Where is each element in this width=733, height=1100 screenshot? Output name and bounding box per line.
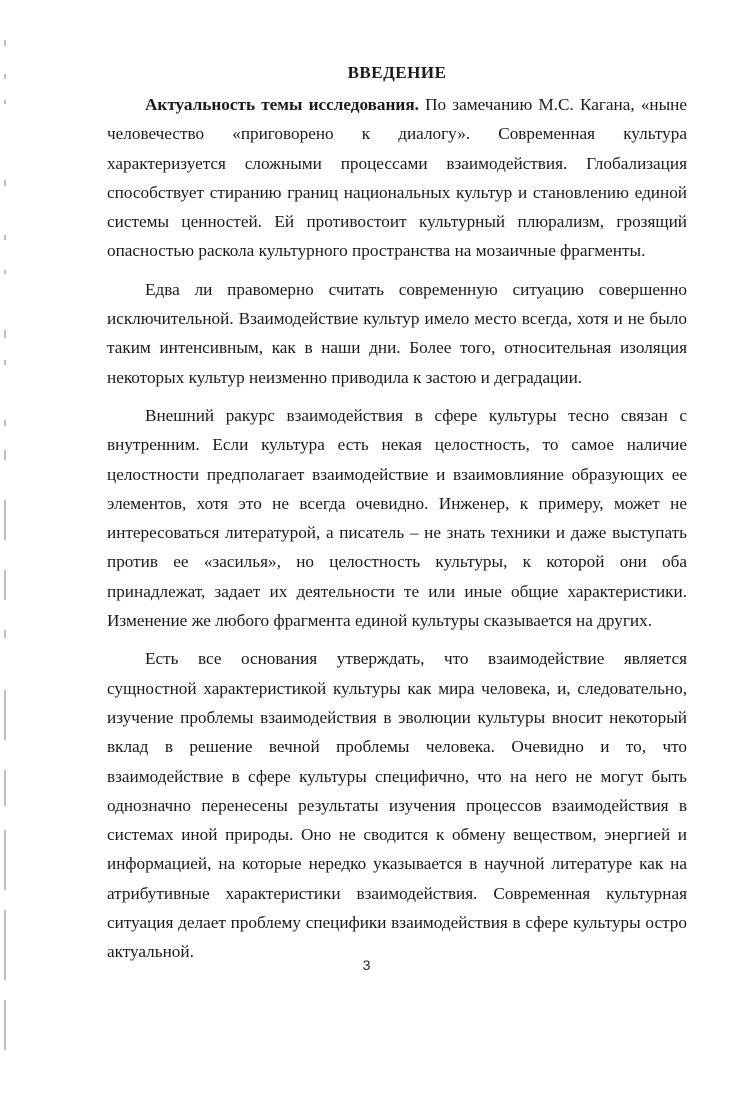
paragraph-2 [107, 275, 687, 392]
paragraph-text: Есть все основания утверждать, что взаимодействие является сущностной характеристикой культуры как мира человека, и, следовательно, изучение проблемы взаимодействия в эволюции культуры вносит некоторый вклад в решение вечной проблемы человека. Очевидно и то, что взаимодействие в сфере культуры специфично, что на него не могут быть однозначно перенесены результаты изучения процессов взаимодействия в системах иной природы. Оно не сводится к обмену веществом, энергией и информацией, на которые нередко указывается в научной литературе как на атрибутивные характеристики взаимодействия. Современная культурная ситуация делает проблему специфики взаимодействия в сфере культуры остро актуальной. [107, 649, 687, 962]
section-heading: ВВЕДЕНИЕ [347, 63, 447, 82]
paragraph-text: По замечанию М.С. Кагана, «ныне человечество «приговорено к диалогу». Современная культура характеризуется сложными процессами взаимодействия. Глобализация способствует стиранию границ национальных культур и становлению единой системы ценностей. Ей противостоит культурный плюрализм, грозящий опасностью раскола культурного пространства на мозаичные фрагменты. [107, 95, 688, 261]
page-number: 3 [362, 957, 371, 973]
body-text [107, 60, 687, 976]
scan-margin-artifacts [0, 30, 18, 1070]
paragraph-text: Едва ли правомерно считать современную ситуацию совершенно исключительной. Взаимодействие культур имело место всегда, хотя и не было таким интенсивным, как в наши дни. Более того, относительная изоляция некоторых культур неизменно приводила к застою и деградации. [107, 279, 687, 387]
paragraph-3 [107, 401, 687, 635]
paragraph-lead: Актуальность темы исследования. [145, 95, 419, 114]
paragraph-4 [107, 644, 687, 966]
paragraph-text: Внешний ракурс взаимодействия в сфере культуры тесно связан с внутренним. Если культура есть некая целостность, то самое наличие целостности предполагает взаимодействие и взаимовлияние образующих ее элементов, хотя это не всегда очевидно. Инженер, к примеру, может не интересоваться литературой, а писатель – не знать техники и даже выступать против ее «засилья», но целостность культуры, к которой они оба принадлежат, задает их деятельности те или иные общие характеристики. Изменение же любого фрагмента единой культуры сказывается на других. [107, 405, 687, 631]
paragraph-1 [107, 90, 687, 266]
